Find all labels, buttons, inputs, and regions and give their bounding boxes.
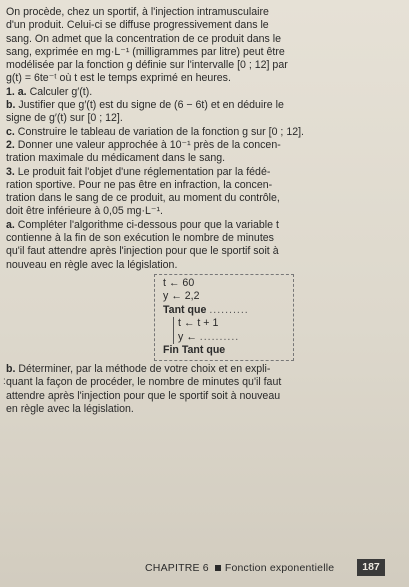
q3-line: tration dans le sang de ce produit, au moment du contrôle,	[6, 192, 280, 205]
q3b-line: attendre après l'injection pour que le sportif soit à nouveau	[6, 389, 281, 402]
margin-mark: :	[3, 376, 6, 387]
q1b-line: b. Justifier que g′(t) est du signe de (6 − 6t) et en déduire le	[6, 99, 284, 112]
q1c-line: c. Construire le tableau de variation de la fonction g sur [0 ; 12].	[6, 125, 304, 138]
exercise-text	[6, 6, 403, 416]
q3b-number: b.	[6, 362, 16, 375]
algo-while-blank: ..........	[209, 303, 249, 316]
q3-line: doit être inférieure à 0,05 mg·L⁻¹.	[6, 205, 163, 218]
algo-body-t: t ← t + 1	[178, 317, 219, 330]
intro-line: d'un produit. Celui-ci se diffuse progressivement dans le	[6, 19, 269, 32]
chapter-title: Fonction exponentielle	[224, 562, 335, 574]
q3-number: 3.	[6, 165, 15, 178]
q3a-line: qu'il faut attendre après l'injection pour que le sportif soit à	[6, 245, 279, 258]
algo-body-y-label: y ←	[178, 330, 200, 343]
q1a-number: 1. a.	[6, 85, 27, 98]
q3a-line: contienne à la fin de son exécution le nombre de minutes	[6, 232, 274, 245]
footer-chapter	[145, 562, 334, 574]
question-3	[6, 166, 403, 219]
q3b-line: quant la façon de procéder, le nombre de minutes qu'il faut	[6, 376, 282, 389]
q3a-line: nouveau en règle avec la législation.	[6, 258, 178, 271]
page-number: 187	[357, 559, 385, 576]
q1c-number: c.	[6, 125, 15, 138]
algo-body-y-blank: ..........	[199, 330, 240, 343]
algo-line-init-y: y ← 2,2	[163, 290, 200, 303]
question-2	[6, 139, 403, 166]
question-1c	[6, 126, 403, 139]
q3a-number: a.	[6, 218, 15, 231]
q2-line: tration maximale du médicament dans le sang.	[6, 152, 226, 165]
algo-end-while: Fin Tant que	[163, 344, 226, 357]
q3b-line: en règle avec la législation.	[6, 402, 134, 415]
intro-paragraph	[6, 6, 403, 86]
q1a-line: 1. a. Calculer g′(t).	[6, 85, 93, 98]
q1b-line: signe de g′(t) sur [0 ; 12].	[6, 112, 123, 125]
algorithm-box	[154, 274, 294, 361]
algo-body-y	[178, 331, 289, 345]
q3a-line: a. Compléter l'algorithme ci-dessous pour que la variable t	[6, 218, 279, 231]
intro-line: sang, exprimée en mg·L⁻¹ (milligrammes par litre) peut être	[6, 45, 285, 58]
algo-loop-body	[173, 317, 289, 344]
chapter-number: CHAPITRE 6	[145, 562, 209, 574]
square-bullet-icon	[215, 565, 221, 571]
q2-line: 2. Donner une valeur approchée à 10⁻¹ près de la concen-	[6, 138, 281, 151]
intro-line: modélisée par la fonction g définie sur l'intervalle [0 ; 12] par	[6, 59, 288, 72]
question-3a	[6, 219, 403, 272]
intro-line: g(t) = 6te⁻ᵗ où t est le temps exprimé en heures.	[6, 72, 231, 85]
algo-line-init-t: t ← 60	[163, 276, 195, 289]
question-1b	[6, 99, 403, 126]
question-3b	[6, 363, 403, 416]
intro-line: On procède, chez un sportif, à l'injection intramusculaire	[6, 6, 269, 18]
q3-line: ration sportive. Pour ne pas être en infraction, la concen-	[6, 178, 273, 191]
q3b-line: b. Déterminer, par la méthode de votre choix et en expli-	[6, 362, 271, 375]
algo-while-keyword: Tant que	[163, 303, 207, 316]
page-footer	[0, 557, 409, 579]
intro-line: sang. On admet que la concentration de ce produit dans le	[6, 32, 282, 45]
algo-while	[163, 304, 289, 318]
q3-line: 3. Le produit fait l'objet d'une réglementation par la fédé-	[6, 165, 271, 178]
q1b-number: b.	[6, 99, 16, 112]
q2-number: 2.	[6, 138, 15, 151]
question-1a	[6, 86, 403, 99]
